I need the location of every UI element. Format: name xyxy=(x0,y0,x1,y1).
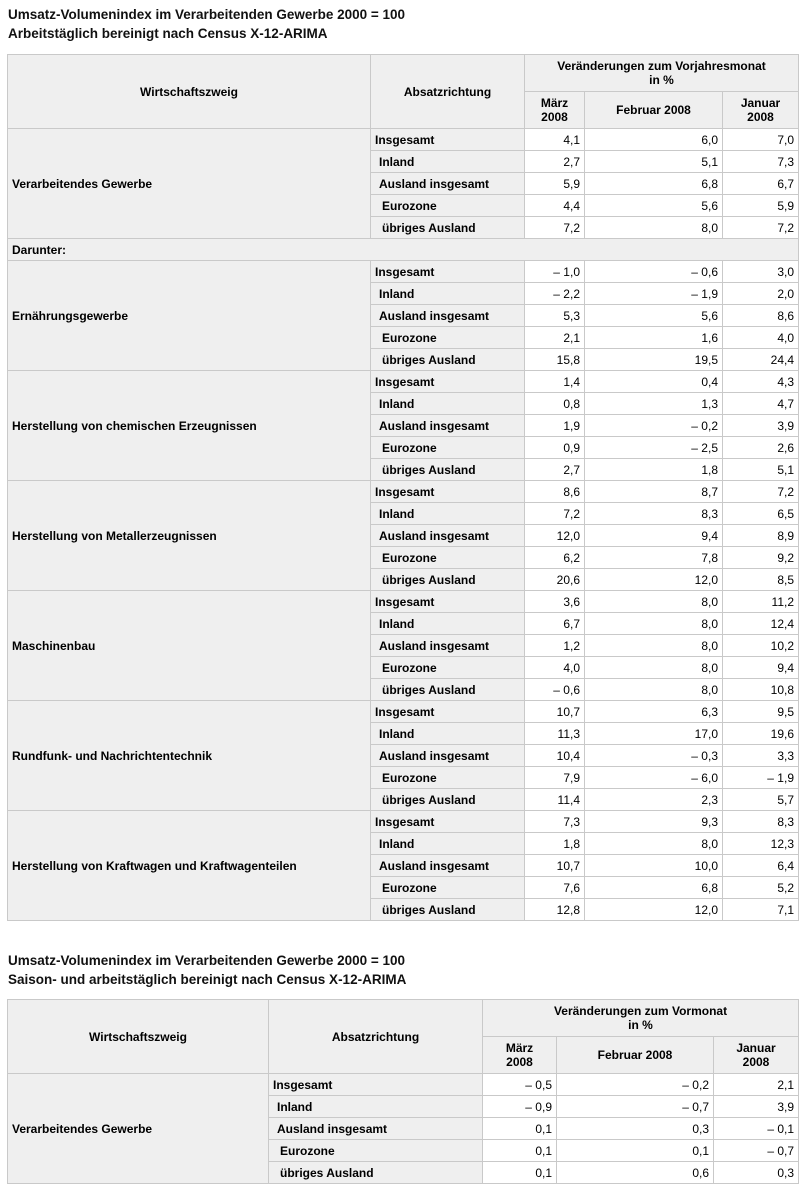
value-cell: 2,1 xyxy=(525,327,585,349)
value-cell: 4,0 xyxy=(723,327,799,349)
value-cell: 11,2 xyxy=(723,591,799,613)
direction-cell: übriges Ausland xyxy=(371,569,525,591)
table-row xyxy=(8,591,799,613)
direction-cell: Inland xyxy=(371,283,525,305)
value-cell: – 1,9 xyxy=(723,767,799,789)
value-cell: 4,3 xyxy=(723,371,799,393)
table2-title-line2: Saison- und arbeitstäglich bereinigt nach Census X-12-ARIMA xyxy=(8,972,407,987)
direction-cell: Eurozone xyxy=(371,547,525,569)
value-cell: 10,7 xyxy=(525,855,585,877)
value-cell: 19,6 xyxy=(723,723,799,745)
header-januar xyxy=(723,92,799,129)
value-cell: – 0,6 xyxy=(525,679,585,701)
table1 xyxy=(7,54,799,921)
value-cell: 8,0 xyxy=(585,635,723,657)
value-cell: 5,6 xyxy=(585,195,723,217)
direction-cell: Ausland insgesamt xyxy=(371,173,525,195)
value-cell: 2,7 xyxy=(525,151,585,173)
branch-cell: Verarbeitendes Gewerbe xyxy=(8,129,371,239)
value-cell: 12,0 xyxy=(585,899,723,921)
direction-cell: Ausland insgesamt xyxy=(269,1118,483,1140)
value-cell: 2,0 xyxy=(723,283,799,305)
direction-cell: Inland xyxy=(371,833,525,855)
value-cell: 1,8 xyxy=(525,833,585,855)
value-cell: 7,6 xyxy=(525,877,585,899)
darunter-label: Darunter: xyxy=(8,239,799,261)
table2-title xyxy=(8,951,406,989)
value-cell: 7,8 xyxy=(585,547,723,569)
value-cell: 9,3 xyxy=(585,811,723,833)
value-cell: 8,0 xyxy=(585,657,723,679)
value-cell: – 1,9 xyxy=(585,283,723,305)
value-cell: 5,1 xyxy=(585,151,723,173)
table1-title xyxy=(8,5,405,43)
value-cell: 3,9 xyxy=(723,415,799,437)
header-wirtschaftszweig: Wirtschaftszweig xyxy=(8,55,371,129)
value-cell: – 1,0 xyxy=(525,261,585,283)
header-februar: Februar 2008 xyxy=(557,1037,714,1074)
direction-cell: übriges Ausland xyxy=(371,899,525,921)
value-cell: 2,6 xyxy=(723,437,799,459)
value-cell: – 0,5 xyxy=(483,1074,557,1096)
table1-title-line1: Umsatz-Volumenindex im Verarbeitenden Gewerbe 2000 = 100 xyxy=(8,7,406,22)
value-cell: – 0,7 xyxy=(714,1140,799,1162)
value-cell: 11,4 xyxy=(525,789,585,811)
branch-cell: Verarbeitendes Gewerbe xyxy=(8,1074,269,1184)
branch-cell: Herstellung von Metallerzeugnissen xyxy=(8,481,371,591)
header-absatzrichtung: Absatzrichtung xyxy=(269,1000,483,1074)
value-cell: 0,1 xyxy=(483,1162,557,1184)
value-cell: 0,3 xyxy=(714,1162,799,1184)
value-cell: 8,0 xyxy=(585,679,723,701)
value-cell: 12,0 xyxy=(525,525,585,547)
value-cell: 5,7 xyxy=(723,789,799,811)
table2-title-line1: Umsatz-Volumenindex im Verarbeitenden Gewerbe 2000 = 100 xyxy=(8,953,406,968)
value-cell: 10,7 xyxy=(525,701,585,723)
value-cell: 8,0 xyxy=(585,833,723,855)
header-februar: Februar 2008 xyxy=(585,92,723,129)
value-cell: 9,5 xyxy=(723,701,799,723)
direction-cell: Insgesamt xyxy=(371,261,525,283)
value-cell: 7,3 xyxy=(525,811,585,833)
value-cell: 6,8 xyxy=(585,877,723,899)
header-maerz xyxy=(525,92,585,129)
value-cell: 1,9 xyxy=(525,415,585,437)
value-cell: 6,3 xyxy=(585,701,723,723)
table-row xyxy=(8,1074,799,1096)
value-cell: 3,0 xyxy=(723,261,799,283)
branch-cell: Maschinenbau xyxy=(8,591,371,701)
value-cell: 5,6 xyxy=(585,305,723,327)
direction-cell: Ausland insgesamt xyxy=(371,635,525,657)
direction-cell: Ausland insgesamt xyxy=(371,855,525,877)
direction-cell: Inland xyxy=(269,1096,483,1118)
value-cell: – 0,1 xyxy=(714,1118,799,1140)
value-cell: 8,3 xyxy=(723,811,799,833)
value-cell: 10,2 xyxy=(723,635,799,657)
direction-cell: Inland xyxy=(371,723,525,745)
value-cell: 6,8 xyxy=(585,173,723,195)
value-cell: 2,7 xyxy=(525,459,585,481)
value-cell: 10,8 xyxy=(723,679,799,701)
direction-cell: Eurozone xyxy=(371,657,525,679)
value-cell: 15,8 xyxy=(525,349,585,371)
value-cell: 2,3 xyxy=(585,789,723,811)
value-cell: 4,4 xyxy=(525,195,585,217)
value-cell: 8,7 xyxy=(585,481,723,503)
value-cell: 6,4 xyxy=(723,855,799,877)
value-cell: 12,4 xyxy=(723,613,799,635)
value-cell: 0,1 xyxy=(557,1140,714,1162)
header-wirtschaftszweig: Wirtschaftszweig xyxy=(8,1000,269,1074)
value-cell: 9,2 xyxy=(723,547,799,569)
value-cell: 3,6 xyxy=(525,591,585,613)
direction-cell: übriges Ausland xyxy=(371,217,525,239)
value-cell: 12,3 xyxy=(723,833,799,855)
value-cell: 3,9 xyxy=(714,1096,799,1118)
value-cell: 1,3 xyxy=(585,393,723,415)
value-cell: 2,1 xyxy=(714,1074,799,1096)
table-row xyxy=(8,129,799,151)
value-cell: 3,3 xyxy=(723,745,799,767)
value-cell: 5,9 xyxy=(723,195,799,217)
value-cell: 6,0 xyxy=(585,129,723,151)
value-cell: 7,9 xyxy=(525,767,585,789)
value-cell: – 0,2 xyxy=(557,1074,714,1096)
branch-cell: Rundfunk- und Nachrichtentechnik xyxy=(8,701,371,811)
value-cell: 5,2 xyxy=(723,877,799,899)
value-cell: 8,0 xyxy=(585,591,723,613)
value-cell: 1,8 xyxy=(585,459,723,481)
header-group-line2: in % xyxy=(649,73,674,87)
direction-cell: Eurozone xyxy=(371,437,525,459)
value-cell: 10,0 xyxy=(585,855,723,877)
direction-cell: Eurozone xyxy=(269,1140,483,1162)
value-cell: – 2,5 xyxy=(585,437,723,459)
direction-cell: Insgesamt xyxy=(371,701,525,723)
value-cell: 4,0 xyxy=(525,657,585,679)
direction-cell: übriges Ausland xyxy=(269,1162,483,1184)
direction-cell: Eurozone xyxy=(371,877,525,899)
value-cell: – 0,9 xyxy=(483,1096,557,1118)
value-cell: 8,6 xyxy=(525,481,585,503)
value-cell: 0,3 xyxy=(557,1118,714,1140)
direction-cell: Insgesamt xyxy=(371,481,525,503)
header-januar-line2: 2008 xyxy=(742,1055,770,1069)
value-cell: 19,5 xyxy=(585,349,723,371)
value-cell: 10,4 xyxy=(525,745,585,767)
direction-cell: Inland xyxy=(371,613,525,635)
direction-cell: Eurozone xyxy=(371,195,525,217)
value-cell: 0,1 xyxy=(483,1140,557,1162)
value-cell: 6,5 xyxy=(723,503,799,525)
value-cell: – 2,2 xyxy=(525,283,585,305)
table2 xyxy=(7,999,799,1184)
direction-cell: Ausland insgesamt xyxy=(371,525,525,547)
header-maerz-line2: 2008 xyxy=(541,110,568,124)
direction-cell: Inland xyxy=(371,393,525,415)
header-group-line2: in % xyxy=(628,1018,653,1032)
value-cell: 8,9 xyxy=(723,525,799,547)
header-januar xyxy=(714,1037,799,1074)
value-cell: 0,6 xyxy=(557,1162,714,1184)
header-group-line1: Veränderungen zum Vormonat xyxy=(553,1004,728,1018)
value-cell: 1,6 xyxy=(585,327,723,349)
table-row xyxy=(8,701,799,723)
value-cell: 8,0 xyxy=(585,217,723,239)
direction-cell: Insgesamt xyxy=(269,1074,483,1096)
direction-cell: Eurozone xyxy=(371,327,525,349)
value-cell: 8,0 xyxy=(585,613,723,635)
branch-cell: Herstellung von Kraftwagen und Kraftwagenteilen xyxy=(8,811,371,921)
value-cell: – 0,2 xyxy=(585,415,723,437)
value-cell: 4,1 xyxy=(525,129,585,151)
header-group xyxy=(525,55,799,92)
value-cell: 6,7 xyxy=(525,613,585,635)
header-maerz-line2: 2008 xyxy=(506,1055,533,1069)
value-cell: 20,6 xyxy=(525,569,585,591)
value-cell: 5,9 xyxy=(525,173,585,195)
direction-cell: Insgesamt xyxy=(371,129,525,151)
header-maerz-line1: März xyxy=(505,1041,534,1055)
header-maerz-line1: März xyxy=(540,96,569,110)
value-cell: 7,2 xyxy=(723,481,799,503)
value-cell: 9,4 xyxy=(723,657,799,679)
direction-cell: Eurozone xyxy=(371,767,525,789)
branch-cell: Ernährungsgewerbe xyxy=(8,261,371,371)
header-januar-line1: Januar xyxy=(736,1041,776,1055)
value-cell: – 0,7 xyxy=(557,1096,714,1118)
direction-cell: Ausland insgesamt xyxy=(371,305,525,327)
header-januar-line2: 2008 xyxy=(747,110,774,124)
direction-cell: Inland xyxy=(371,503,525,525)
table-row xyxy=(8,481,799,503)
table1-title-line2: Arbeitstäglich bereinigt nach Census X-12-ARIMA xyxy=(8,26,328,41)
direction-cell: übriges Ausland xyxy=(371,789,525,811)
value-cell: 8,6 xyxy=(723,305,799,327)
direction-cell: Inland xyxy=(371,151,525,173)
header-maerz xyxy=(483,1037,557,1074)
table-row xyxy=(8,371,799,393)
value-cell: 7,2 xyxy=(525,217,585,239)
value-cell: 7,2 xyxy=(525,503,585,525)
value-cell: 17,0 xyxy=(585,723,723,745)
value-cell: 6,2 xyxy=(525,547,585,569)
header-januar-line1: Januar xyxy=(740,96,781,110)
value-cell: 7,2 xyxy=(723,217,799,239)
branch-cell: Herstellung von chemischen Erzeugnissen xyxy=(8,371,371,481)
value-cell: 7,0 xyxy=(723,129,799,151)
value-cell: 4,7 xyxy=(723,393,799,415)
value-cell: 1,2 xyxy=(525,635,585,657)
direction-cell: übriges Ausland xyxy=(371,349,525,371)
value-cell: 24,4 xyxy=(723,349,799,371)
header-absatzrichtung: Absatzrichtung xyxy=(371,55,525,129)
direction-cell: Ausland insgesamt xyxy=(371,415,525,437)
direction-cell: Ausland insgesamt xyxy=(371,745,525,767)
value-cell: 1,4 xyxy=(525,371,585,393)
value-cell: 12,0 xyxy=(585,569,723,591)
direction-cell: übriges Ausland xyxy=(371,459,525,481)
value-cell: 0,8 xyxy=(525,393,585,415)
value-cell: 6,7 xyxy=(723,173,799,195)
value-cell: – 6,0 xyxy=(585,767,723,789)
value-cell: 7,3 xyxy=(723,151,799,173)
value-cell: 8,3 xyxy=(585,503,723,525)
table-row xyxy=(8,811,799,833)
value-cell: 7,1 xyxy=(723,899,799,921)
direction-cell: Insgesamt xyxy=(371,811,525,833)
direction-cell: übriges Ausland xyxy=(371,679,525,701)
value-cell: 0,9 xyxy=(525,437,585,459)
table-row xyxy=(8,261,799,283)
direction-cell: Insgesamt xyxy=(371,591,525,613)
value-cell: 8,5 xyxy=(723,569,799,591)
direction-cell: Insgesamt xyxy=(371,371,525,393)
darunter-row xyxy=(8,239,799,261)
value-cell: 5,3 xyxy=(525,305,585,327)
value-cell: 5,1 xyxy=(723,459,799,481)
header-group xyxy=(483,1000,799,1037)
value-cell: 12,8 xyxy=(525,899,585,921)
header-group-line1: Veränderungen zum Vorjahresmonat xyxy=(557,59,766,73)
value-cell: 9,4 xyxy=(585,525,723,547)
value-cell: 0,1 xyxy=(483,1118,557,1140)
value-cell: 0,4 xyxy=(585,371,723,393)
value-cell: 11,3 xyxy=(525,723,585,745)
value-cell: – 0,3 xyxy=(585,745,723,767)
value-cell: – 0,6 xyxy=(585,261,723,283)
